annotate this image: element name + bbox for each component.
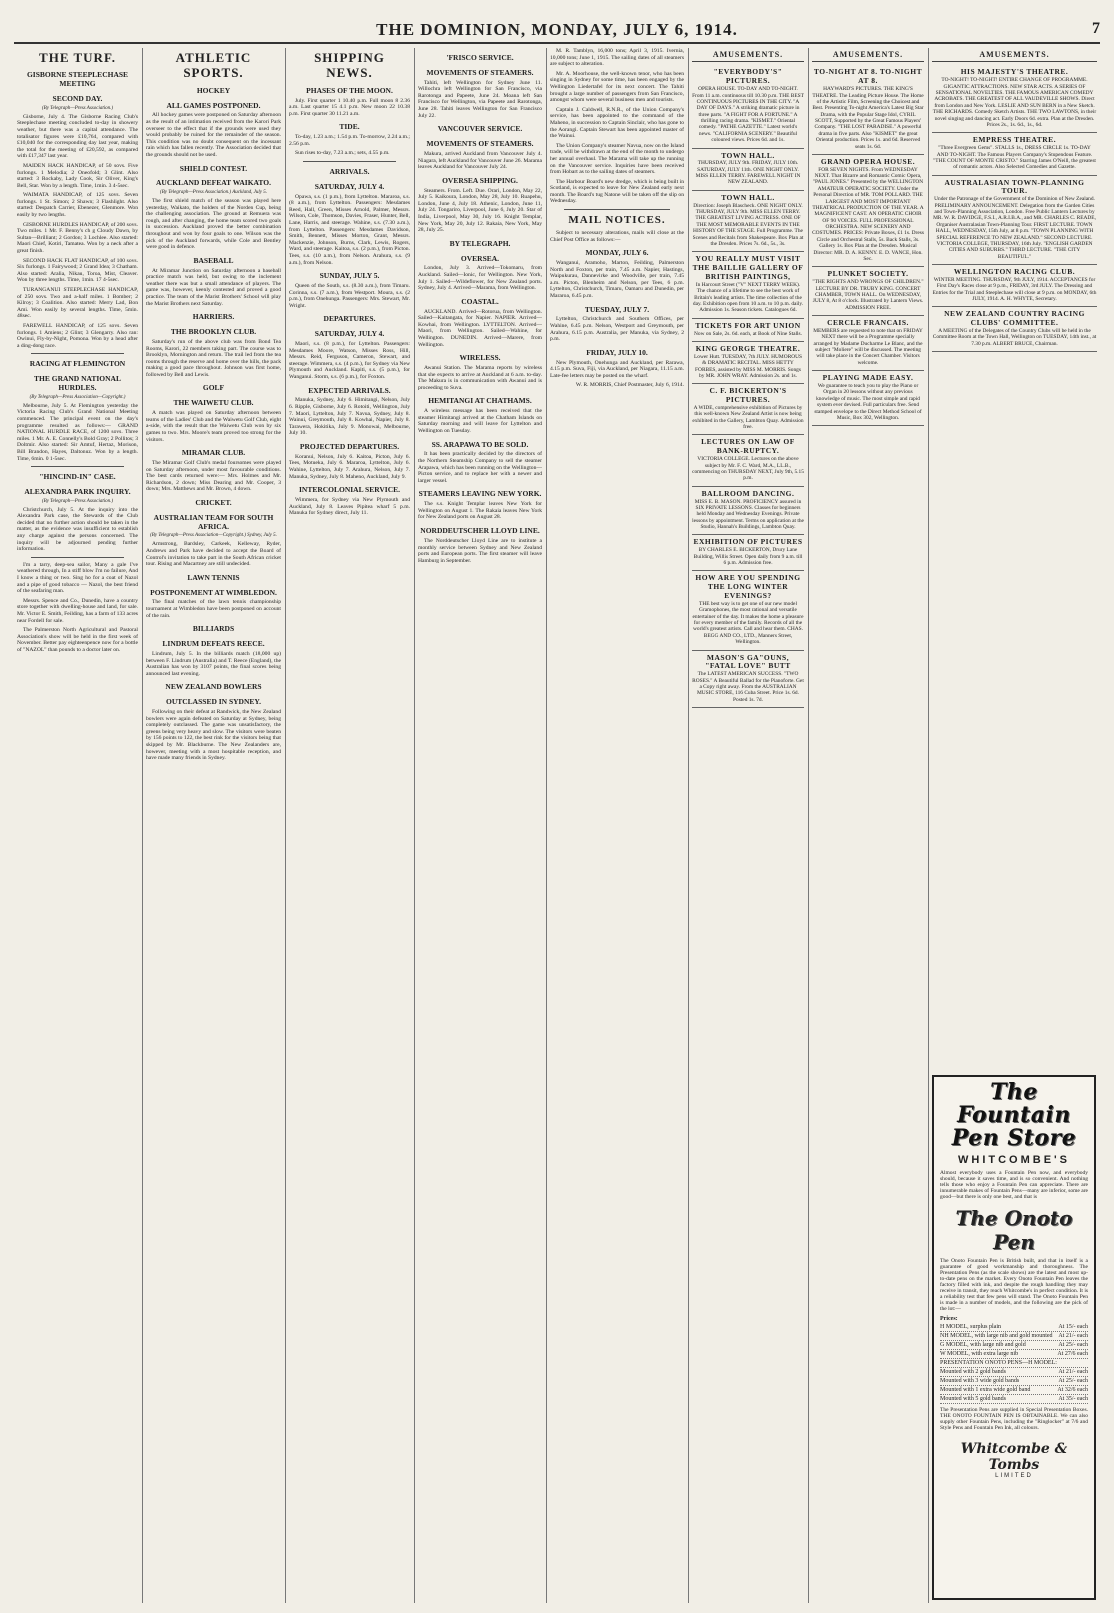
article-subheading: OVERSEA.	[460, 253, 500, 263]
masthead	[0, 20, 1114, 42]
article-subheading: THE WAIWETU CLUB.	[173, 398, 254, 408]
column-mail-services	[415, 48, 545, 1603]
article-paragraph: TURANGANUI STEEPLECHASE HANDICAP, of 250 sovs. Two and a-half miles. 1 Bomber; 2 Kilroy; 3 Coalition. Also started: Merry Lad, Bon Ami. Won easily by several lengths. Time, 5min. 48sec.	[17, 287, 138, 320]
article-heading: TIDE.	[339, 122, 360, 132]
article-paragraph: The Union Company's steamer Navua, now on the Island trade, will be withdrawn at the end of the month to undergo her annual overhaul. The Marama will take up the running on the Vancouver service. Inquiries have been received from Hobart as to the sailing dates of steamers.	[550, 142, 684, 176]
price-item: Mounted with 2 gold bands	[940, 1369, 1006, 1376]
divider	[31, 353, 124, 354]
advertisement	[692, 487, 804, 536]
price-row	[940, 1395, 1088, 1404]
fountain-pen-advertisement	[932, 1075, 1096, 1600]
dateline: (By Telegraph—Press Association—Copyright.)	[29, 394, 126, 400]
article-heading: DEPARTURES.	[323, 314, 376, 324]
article-subheading: SATURDAY, JULY 4.	[314, 181, 385, 191]
dateline: (By Telegraph—Press Association.)	[41, 105, 114, 111]
advertisement	[932, 307, 1097, 352]
column-athletic-sports	[143, 48, 284, 1603]
article-paragraph: Lindrum, July 5. In the billiards match (18,000 up) between F. Lindrum (Australia) and T. Reece (England), the Australian has won by 3107 points, the final scores being announced last evening.	[146, 650, 281, 677]
article-paragraph: Following on their defeat at Randwick, the New Zealand bowlers were again defeated on Saturday at Sydney, being completely outclassed. The game was unsatisfactory, the greens being very heavy and slow. The visitors were beaten by 156 points to 122, the best rink for the visitors being that skipped by Mr. Blackburne. The New Zealanders are, however, meeting with a most hospitable reception, and have made many friends in Sydney.	[146, 708, 281, 762]
ad-title: WELLINGTON RACING CLUB.	[953, 267, 1076, 277]
article-paragraph: Awanui Station. The Marama reports by wireless that she expects to arrive at Auckland at 6 a.m. to-day. The Makura is in communication with Awanui and is proceeding to Suva.	[418, 365, 542, 391]
column-amusements-1	[689, 48, 807, 1603]
article-heading: BY TELEGRAPH.	[449, 238, 511, 248]
store-signature: Whitcombe & Tombs	[960, 1441, 1068, 1474]
article-paragraph: FAREWELL HANDICAP, of 125 sovs. Seven furlongs. 1 Amiens; 2 Glint; 3 Glengarry. Also ran: Owinui, Fly-by-Night, Pomona. Won by a head after a ding-dong race.	[17, 322, 138, 349]
ad-body: Direction: Joseph Blascheck. ONE NIGHT ONLY. THURSDAY, JULY 9th. MISS ELLEN TERRY. THE GREATEST LIVING ACTRESS. ONE OF THE MOST MEMORABLE EVENTS IN THE HISTORY OF THE STAGE. Full Programme. The Scenes and Recitals from Shakespeare. Box Plan at the Dresden. Prices 7s. 6d., 5s., 3s.	[692, 202, 804, 247]
article-subheading: OUTCLASSED IN SYDNEY.	[166, 697, 261, 707]
ad-body: OPERA HOUSE. TO-DAY AND TO-NIGHT. From 11 a.m. continuous till 10.30 p.m. THE BEST CONTINUOUS PICTURES IN THE CITY. "A DAY OF DAYS." A striking dramatic picture in three parts. "A FIGHT FOR A FORTUNE." A thrilling racing drama. "KISMET." Oriental comedy. "PATHE GAZETTE." Latest world's news. "CALIFORNIA SCENERY." Beautiful coloured views. Prices 6d. and 1s.	[692, 86, 804, 144]
article-paragraph: The Norddeutscher Lloyd Line are to institute a monthly service between Sydney and New Zealand ports and European ports. The first steamer will leave Hamburg in September.	[418, 537, 542, 564]
ad-title: TOWN HALL.	[721, 150, 775, 160]
price-item: H MODEL, surplus plain	[940, 1324, 1001, 1331]
column-turf	[14, 48, 141, 1603]
store-name: WHITCOMBE'S	[958, 1154, 1070, 1167]
ad-body: TO-NIGHT! TO-NIGHT! ENTIRE CHANGE OF PROGRAMME. GIGANTIC ATTRACTIONS. NEW STAR ACTS. A SERIES OF SENSATIONAL NOVELTIES. THE FAMOUS AMERICAN COMEDY ACROBATS. THE GREATEST OF ALL VAUDEVILLE SHOWS. Direct from London and New York. LESLIE AND SUN BERN in a New Sketch. THE RICHARDS. Comedy Sketch Artists. THE TWO LAWTONS, in their novel singing and dancing act. Early Doors 6d. extra. Plan at the Dresden. Prices 2s., 1s. 6d., 1s., 6d.	[932, 77, 1097, 128]
price-row	[940, 1386, 1088, 1395]
ad-body: FOR SEVEN NIGHTS. From WEDNESDAY NEXT. That Bizarre and Romantic Comic Opera, "PAUL JONES." Presented by the WELLINGTON AMATEUR OPERATIC SOCIETY. Under the Personal Direction of MR. TOM POLLARD. THE LARGEST AND MOST IMPORTANT THEATRICAL PRODUCTION OF THE YEAR. A MAGNIFICENT CAST. AN OPERATIC CHOIR OF 90 VOICES. FULL PROFESSIONAL ORCHESTRA. NEW SCENERY AND COSTUMES. PRICES: Private Boxes, £1 1s. Dress Circle and Orchestral Stalls, 5s. Back Stalls, 3s. Gallery 1s. Box Plan at the Dresden. Musical Director: MR. D. A. KENNY. E. D. VANCE, Hon. Sec.	[812, 166, 924, 262]
article-paragraph: The Palmerston North Agricultural and Pastoral Association's show will be held in the first week of November. Better pay eighteenpence now for a bottle of "NAZOL" than pounds to a doctor later on.	[17, 627, 138, 653]
section-heading-athletic: ATHLETIC SPORTS.	[175, 50, 252, 81]
amusements-heading: AMUSEMENTS.	[812, 50, 924, 62]
ad-title: "EVERYBODY'S" PICTURES.	[713, 67, 783, 86]
column-shipping-news	[286, 48, 413, 1603]
column-notices	[547, 48, 687, 1603]
price-value: At 35/- each	[1058, 1396, 1088, 1403]
advert-paragraph: I'm a tarry, deep-sea sailor, Many a gale I've weathered through, In a stiff blow I'm no failure, And I know a thing or two. Sing ho for a coat of Nazol and a pipe of good tobacco — Nazol, the best friend of the seafaring man.	[17, 561, 138, 595]
advertisement	[692, 651, 804, 709]
ad-title: TICKETS FOR ART UNION	[695, 320, 801, 330]
ad-title: TOWN HALL.	[721, 192, 775, 202]
ad-body: MISS E. B. MASON. PROFICIENCY assured in SIX PRIVATE LESSONS. Classes for beginners held Monday and Wednesday Evenings. Private lessons by appointment. Terms on application at the Studio, Hannah's Buildings, Lambton Quay.	[692, 498, 804, 530]
ad-body: HAYWARD'S PICTURES. THE KING'S THEATRE. The Leading Picture House. The Home of the Artistic Film, Screening the Choicest and Best. Presenting To-night America's Latest Big Star Drama, with the Popular Stage Idol, CYRIL SCOTT, Supported by the Great Famous Players' Company. "THE LOST PARADISE." A powerful drama in five parts. Also "KISMET" the great Oriental production. Prices 1s. and 6d. Reserved seats 1s. 6d.	[812, 86, 924, 150]
article-paragraph: The first shield match of the season was played here yesterday, Waikato, the holders of the Norden Cup, being the challenging association. The ground at Remuera was rough, and after changing, the home team scored two goals in succession. Auckland proved the better combination throughout and won by four goals to one. Wilson was the pick of the Auckland forwards, while Cole and Bentley were good in defence.	[146, 198, 281, 251]
article-heading: BASEBALL	[193, 255, 234, 265]
signature: W. R. MORRIS, Chief Postmaster, July 6, 1914.	[575, 382, 684, 389]
product-name: The Onoto Pen	[955, 1206, 1073, 1255]
ad-title: NEW ZEALAND COUNTRY RACING CLUBS' COMMITTEE.	[944, 309, 1085, 328]
article-heading: VANCOUVER SERVICE.	[437, 124, 523, 134]
dateline: (By Telegraph—Press Association—Copyright.) Sydney, July 5.	[150, 533, 277, 539]
price-list-heading	[940, 1315, 1088, 1323]
article-heading: INTERCOLONIAL SERVICE.	[298, 485, 400, 495]
article-paragraph: Wanganui, Aramoho, Marton, Feilding, Palmerston North and Foxton, per train, 7.45 a.m. Napier, Hastings, Waipukurau, Dannevirke and Woodville, per train, 7.45 a.m. Picton, Blenheim and Nelson, per Tees, 6 p.m. Lyttelton, Christchurch, Timaru, Oamaru and Dunedin, per Mararoa, 6.45 p.m.	[550, 260, 684, 300]
article-heading: 'FRISCO SERVICE.	[446, 53, 514, 62]
price-value: At 27/6 each	[1057, 1351, 1088, 1358]
ad-title: CERCLE FRANCAIS.	[827, 318, 909, 328]
price-row	[940, 1341, 1088, 1350]
newspaper-title: THE DOMINION, MONDAY, JULY 6, 1914.	[376, 20, 738, 39]
price-list	[940, 1323, 1088, 1404]
ad-body: THE best way is to get one of our new model Gramophones, the most rational and versatile entertainer of the day. It makes the home a pleasure for every member of the family. Records of all the world's greatest artists. Call and hear them. CHAS. BEGG AND CO., LTD., Manners Street, Wellington.	[692, 600, 804, 646]
ad-body: "THE RIGHTS AND WRONGS OF CHILDREN." LECTURE BY DR. TRUBY KING. CONCERT CHAMBER, TOWN HALL. On WEDNESDAY, JULY 8, At 8 o'clock. Illustrated by Lantern Views. ADMISSION FREE.	[812, 279, 924, 311]
article-paragraph: AUCKLAND. Arrived—Rotorua, from Wellington. Sailed—Kaitangata, for Napier. NAPIER. Arrived—Kowhai, from Wellington. LYTTELTON. Arrived—Maori, from Wellington. Sailed—Wahine, for Wellington. DUNEDIN. Arrived—Marere, from Wellington.	[418, 308, 542, 348]
article-subheading: SATURDAY, JULY 4.	[314, 329, 385, 339]
ad-title: HIS MAJESTY'S THEATRE.	[960, 67, 1069, 77]
article-heading: WIRELESS.	[459, 353, 501, 363]
advertisement	[692, 571, 804, 650]
dateline: (By Telegraph—Press Association.)	[41, 498, 114, 504]
article-subheading: MOVEMENTS OF STEAMERS.	[426, 139, 534, 149]
price-row	[940, 1350, 1088, 1359]
ad-title: HOW ARE YOU SPENDING THE LONG WINTER EVENINGS?	[695, 573, 801, 601]
article-paragraph: Messrs. Spence and Co., Dunedin, have a country store together with dwelling-house and land, for sale. Mr. Victor E. Smith, Feilding, has a farm of 133 acres near Fordell for sale.	[17, 597, 138, 624]
article-subheading: LINDRUM DEFEATS REECE.	[162, 639, 265, 649]
article-paragraph: July. First quarter 1 10.40 p.m. Full moon 8 2.36 a.m. Last quarter 15 4.1 p.m. New moon 22 10.38 p.m. First quarter 30 11.21 a.m.	[289, 97, 410, 117]
price-value: At 25/- each	[1058, 1342, 1088, 1349]
store-suffix: LIMITED	[995, 1473, 1033, 1480]
article-paragraph: At Miramar Junction on Saturday afternoon a baseball practice match was held, but owing to the inclement weather there was but a small attendance of players. The game was, however, keenly contested and proved a good practice. The team of the Marist Brothers' School will play the Marist Brothers next Saturday.	[146, 267, 281, 307]
ad-body: A WIDE, comprehensive exhibition of Pictures by this well-known New Zealand Artist is now being exhibited in the Gallery, Lambton Quay. Admission free.	[692, 404, 804, 431]
ad-headline: Pen Store	[951, 1125, 1077, 1152]
article-paragraph: The final matches of the lawn tennis championship tournament at Wimbledon have been postponed on account of the rain.	[146, 599, 281, 619]
article-heading: PHASES OF THE MOON.	[306, 85, 393, 95]
ad-title: TO-NIGHT AT 8. TO-NIGHT AT 8.	[813, 67, 923, 86]
advertisement	[692, 342, 804, 384]
ad-body: "Three Evergreen Gems". STALLS 1s., DRESS CIRCLE 1s. TO-DAY AND TO-NIGHT. The Famous Players Company's Stupendous Feature. "THE COUNT OF MONTE CRISTO." Starring James O'Neill, the greatest of romantic actors. Also Selected Comedies and Gazette.	[933, 145, 1096, 171]
section-heading-turf: THE TURF.	[39, 50, 116, 65]
ad-title: PLUNKET SOCIETY.	[827, 269, 909, 279]
ad-paragraph: The Presentation Pens are supplied in Special Presentation Boxes. THE ONOTO FOUNTAIN PEN IS OBTAINABLE. We can also supply other Fountain Pens, including the "Ringlocker" at 7/6 and Style Pens and Fountain Pen Ink, all colours.	[940, 1407, 1088, 1432]
article-subheading: ALL GAMES POSTPONED.	[166, 100, 261, 110]
ad-title: MASON'S GA"OUNS, "FATAL LOVE" BUTT	[705, 652, 791, 671]
ad-body: Lower Hutt. TUESDAY, 7th JULY. HUMOROUS & DRAMATIC RECITAL. MISS HETTY FORBES, assisted by MISS M. MORRIS. Songs by MR. JOHN WRAY. Admission 2s. and 1s.	[694, 353, 802, 379]
article-paragraph: Tahiti, left Wellington for Sydney June 11. Willochra left Wellington for San Francisco, via Rarotonga and Papeete, June 24. Moana left San Francisco for Wellington, via Papeete and Rarotonga, June 28. Tahiti leaves Wellington for San Francisco July 22.	[418, 79, 542, 119]
price-item: NH MODEL, with large nib and gold mounted	[940, 1333, 1053, 1340]
article-paragraph: Steamers. From. Left. Due. Orari, London, May 22, July 5. Kaikoura, London, May 28, July 10. Ruapehu, London, June 4, July 18. Athenic, London, June 11, July 24. Tongariro, Liverpool, June 6, July 20. Star of India, Liverpool, May 30, July 16. Knight Templar, New York, May 20, July 12. Rakaia, New York, May 28, July 25.	[418, 187, 542, 234]
price-value: At 21/- each	[1058, 1369, 1088, 1376]
page-number: 7	[1092, 20, 1100, 37]
article-paragraph: London, July 3. Arrived—Tokomaru, from Auckland. Sailed—Ionic, for Wellington. New York, July 1. Sailed—Wildeflower, for New Zealand ports. Sydney, July 4. Arrived—Marama, from Wellington.	[418, 265, 542, 292]
article-paragraph: Sun rises to-day, 7.23 a.m.; sets, 4.55 p.m.	[295, 150, 390, 157]
advertisement	[692, 384, 804, 435]
article-subheading: MONDAY, JULY 6.	[585, 248, 649, 258]
article-paragraph: Maori, s.s. (8 p.m.), for Lyttelton. Passengers: Mesdames Moore, Watson, Misses Ross, Hill, Messrs. Reid, Ferguson, Cameron, Stewart, and steerage. Wimmera, s.s. (4 p.m.), for Sydney via New Plymouth and Auckland. Kapiti, s.s. (5 p.m.), for Wanganui. Storm, s.s. (6 p.m.), for Foxton.	[289, 341, 410, 380]
ad-title: PLAYING MADE EASY.	[822, 373, 914, 383]
advertisement	[812, 267, 924, 316]
article-heading: SHIELD CONTEST.	[179, 163, 248, 173]
article-subheading: FRIDAY, JULY 10.	[586, 347, 648, 357]
price-row	[940, 1323, 1088, 1332]
ad-paragraph: The Onoto Fountain Pen is British built, and that in itself is a guarantee of good workmanship and thoroughness. The Presentation Pens (as the scale shows) are the latest and most up-to-date pens on the market. Every Onoto Fountain Pen leaves the factory filled with ink, and despite the rough handling they may receive in transit, they reach Whitcombe's in perfect condition. It is a reliability test that few pens will stand. The Onoto Fountain Pen is made in a number of models, and the following are the pick of the lot:—	[940, 1258, 1088, 1313]
article-paragraph: Makura, arrived Auckland from Vancouver July 4. Niagara, left Auckland for Vancouver June 26. Marama leaves Auckland for Vancouver July 24.	[418, 150, 543, 171]
price-row	[940, 1332, 1088, 1341]
ad-title: C. F. BICKERTON'S PICTURES.	[709, 386, 787, 405]
article-paragraph: The s.s. Knight Templar leaves New York for Wellington on August 1. The Rakaia leaves New York for New Zealand ports on August 28.	[418, 501, 542, 521]
advertisement	[692, 252, 804, 318]
price-list-title: Prices:	[940, 1316, 958, 1323]
advertisement	[812, 65, 924, 154]
article-subheading: TUESDAY, JULY 7.	[584, 304, 650, 314]
article-paragraph: New Plymouth, Onehunga and Auckland, per Rarawa, 4.15 p.m. Suva, Fiji, via Auckland, per Niagara, 11.15 a.m. Late-fee letters may be posted on the wharf.	[550, 359, 684, 379]
advertisement	[692, 149, 804, 191]
article-heading: HEMITANGI AT CHATHAMS.	[428, 396, 532, 406]
article-heading: "HINCIND-IN" CASE.	[39, 472, 116, 482]
price-row	[940, 1359, 1088, 1368]
article-subheading: THE BROOKLYN CLUB.	[170, 327, 257, 337]
column-amusements-3	[929, 48, 1100, 1068]
ad-title: YOU REALLY MUST VISIT THE BAILLIE GALLERY OF BRITISH PAINTINGS,	[692, 254, 804, 281]
article-heading: SS. ARAPAWA TO BE SOLD.	[431, 439, 529, 449]
ad-title: LECTURES ON LAW OF BANK-RUPTCY.	[701, 437, 795, 456]
advertisement	[812, 371, 924, 426]
article-heading: HARRIERS.	[192, 312, 235, 322]
amusements-heading: AMUSEMENTS.	[692, 50, 804, 62]
advertisement	[932, 265, 1097, 307]
masthead-rule	[14, 42, 1100, 44]
article-paragraph: Christchurch, July 5. At the inquiry into the Alexandra Park case, the Stewards of the Club decided that no further action should be taken in the matter, as the evidence was insufficient to establish any charge against the persons concerned. The inquiry will be adjourned pending further information.	[17, 506, 138, 553]
section-heading-shipping: SHIPPING NEWS.	[314, 50, 385, 81]
article-paragraph: Mr. A. Moorhouse, the well-known tenor, who has been singing in Sydney for some time, has been engaged by the Wellington Liedertafel for its next concert. The Tahiti brought a large number of passengers from San Francisco, amongst whom were several business men and tourists.	[550, 70, 684, 104]
price-item: G MODEL, with large nib and gold	[940, 1342, 1026, 1349]
article-heading: LAWN TENNIS	[187, 572, 240, 582]
article-heading: CRICKET.	[195, 497, 232, 507]
ad-body: WINTER MEETING. THURSDAY, 9th JULY, 1914. ACCEPTANCES for First Day's Races close at 9 p.m., FRIDAY, 3rd JULY. The Dressing and Entries for the Trial and Steeplechase will close at 9 p.m. on MONDAY, 6th JULY, 1914. A. H. WHYTE, Secretary.	[932, 276, 1097, 303]
article-paragraph: Melbourne, July 5. At Flemington yesterday the Victoria Racing Club's Grand National Meeting commenced. The principal event on the day's programme resulted as follows:— GRAND NATIONAL HURDLE RACE, of 1200 sovs. Three miles. 1 Mr. A. E. Connelly's Bold Gray; 2 Pollitos; 3 Doltmir. Also started: Sir Amtuf, Hertaz, Morison, Bill Brandon, Hayes, Daltonuz. Won by a length. Time, 6min. 0 1-5sec.	[17, 402, 138, 462]
ad-body: In Harcourt Street ("V" NEXT TERRY WEEK). The chance of a lifetime to see the best work of Britain's leading artists. The time collection of the day. Exhibition open from 10 a.m. to 10 p.m. daily. Admission 1s. Season tickets. Catalogues 6d.	[692, 281, 804, 314]
ad-paragraph: Almost everybody uses a Fountain Pen now, and everybody should, because it saves time, and is so convenient. And nothing tells those who enjoy a Fountain Pen can appreciate. There are innumerable makes of Fountain Pens—many are inferior, some are good—but there is only one best, and that is	[940, 1170, 1088, 1201]
article-heading: PROJECTED DEPARTURES.	[299, 442, 400, 451]
divider	[303, 161, 396, 162]
advertisement	[932, 133, 1097, 175]
price-item: Mounted with 3 wide gold bands	[940, 1378, 1020, 1385]
divider	[31, 557, 124, 558]
article-heading: NEW ZEALAND BOWLERS	[165, 682, 262, 692]
advertisement	[812, 316, 924, 371]
price-value: At 25/- each	[1058, 1378, 1088, 1385]
advertisement	[932, 176, 1097, 265]
ad-body: A MEETING of the Delegates of the Country Clubs will be held in the Committee Room at the Town Hall, Wellington on TUESDAY, 14th inst., at 7.30 p.m. ALBERT BRUCE, Chairman.	[932, 328, 1097, 347]
article-heading: NORDDEUTSCHER LLOYD LINE.	[420, 526, 540, 536]
article-paragraph: Manuka, Sydney, July 6. Himitangi, Nelson, July 6. Ripple, Gisborne, July 6. Rotoiti, Wellington, July 7. Maori, Lyttelton, July 7. Navua, Sydney, July 8. Wainui, Greymouth, July 8. Kowhai, Napier, July 8. Tarawera, Hokitika, July 9. Monowai, Melbourne, July 10.	[289, 397, 410, 437]
article-heading: RACING AT FLEMINGTON	[29, 359, 126, 369]
ad-body: THURSDAY, JULY 9th. FRIDAY, JULY 10th. SATURDAY, JULY 11th. ONE NIGHT ONLY. MISS ELLEN TERRY. FAREWELL NIGHT IN NEW ZEALAND.	[695, 160, 801, 186]
article-paragraph: M. R. Tamblyn, 16,000 tons; April 3, 1915. Ivernia, 10,000 tons; June 1, 1915. The sailing dates of all steamers are subject to alteration.	[550, 48, 684, 68]
article-paragraph: GISBORNE HURDLES HANDICAP, of 200 sovs. Two miles. 1 Mr. F. Benny's ch g Cloudy Dawn, by Sultan—Brilliant; 2 Gordon; 3 Lochlee. Also started: Maori Chief, Kotiri, Tamatea. Won by a neck after a great finish.	[17, 221, 138, 255]
article-heading: HOCKEY	[196, 85, 231, 95]
article-subheading: SECOND DAY.	[52, 94, 103, 104]
article-paragraph: Queen of the South, s.s. (8.30 a.m.), from Timaru. Corinna, s.s. (7 a.m.), from Westport. Moura, s.s. (2 p.m.), from Onehunga. Passengers: Mrs. Stewart, Mr. Wright.	[289, 282, 410, 309]
article-paragraph: All hockey games were postponed on Saturday afternoon as the result of an intimation received from the Karori Park overseer to the effect that if the grounds were used they would probably be ruined for the remainder of the season. This condition was no doubt consequent on the incessant rain which has fallen recently. The Association decided that the grounds should not be used.	[146, 112, 281, 158]
ad-title: EMPRESS THEATRE.	[972, 135, 1057, 145]
ad-body: MEMBERS are requested to note that on FRIDAY NEXT there will be a Programme specially arranged by Madame Ducharme Le Blanc, and the subject "Moliere" will be discussed. The meeting will take place in the Concert Chamber. Visitors welcome.	[813, 327, 923, 366]
article-paragraph: To-day, 1.23 a.m.; 1.54 p.m. To-morrow, 2.24 a.m.; 2.56 p.m.	[289, 134, 410, 147]
article-heading: STEAMERS LEAVING NEW YORK.	[418, 489, 542, 499]
article-subheading: THE GRAND NATIONAL HURDLES.	[34, 374, 121, 393]
dateline: (By Telegraph—Press Association.) Auckland, July 5.	[160, 190, 267, 196]
advertisement	[692, 319, 804, 342]
ad-body: Under the Patronage of the Government of the Dominion of New Zealand. PRELIMINARY ANNOUNCEMENT. Delegation from the Garden Cities and Town-Planning Association, London. Free Public Lantern Lectures by MR. W. R. DAVIDGE, F.S.I., A.R.I.B.A., and MR. CHARLES C. READE, Organiser Australasian Town-Planning Tour. FIRST LECTURE. TOWN HALL, WEDNESDAY, 15th July, at 8 p.m. "TOWN PLANNING WITH SPECIAL REFERENCE TO NEW ZEALAND." SECOND LECTURE. VICTORIA COLLEGE, THURSDAY, 16th July. "ENGLISH GARDEN CITIES AND SUBURBS." THIRD LECTURE. "THE CITY BEAUTIFUL."	[933, 196, 1096, 260]
article-heading: GISBORNE STEEPLECHASE MEETING	[26, 70, 129, 89]
section-heading-mail-notices: MAIL NOTICES.	[568, 214, 666, 227]
price-value: At 21/- each	[1058, 1333, 1088, 1340]
ad-body: BY CHARLES E. BICKERTON, Drury Lane Building, Willis Street. Open daily from 9 a.m. till 6 p.m. Admission free.	[693, 547, 803, 566]
ad-body: We guarantee to teach you to play the Piano or Organ in 20 lessons without any previous knowledge of music. The most simple and rapid system ever devised. Full particulars free. Send stamped envelope to the Direct Method School of Music, Box 302, Wellington.	[814, 383, 922, 421]
ad-body: The LATEST AMERICAN SUCCESS. "TWO ROSES." A Beautiful Ballad for the Pianoforte. Get a Copy right away. From the AUSTRALIAN MUSIC STORE, 116 Cuba Street. Price 1s. 6d. Posted 1s. 7d.	[692, 671, 804, 703]
article-paragraph: Opawa, s.s. (1 p.m.), from Lyttelton. Mararoa, s.s. (8 a.m.), from Lyttelton. Passengers: Mesdames Reed, Hall, Green, Misses Arnold, Palmer, Messrs. Wilson, Cole, Thomson, Davies, Fraser, Hunter, Bell, Lane, Harris, and steerage. Wahine, s.s. (7.30 a.m.), from Lyttelton. Passengers: Mesdames Davidson, Smith, Bennett, Misses Morton, Grant, Messrs. Mackenzie, Johnson, Burns, Clark, Lewis, Rogers, Ward, and steerage. Kaitoa, s.s. (2 p.m.), from Picton. Tees, s.s. (10 a.m.), from Nelson. Arahura, s.s. (9 a.m.), from Nelson.	[289, 193, 410, 266]
ad-body: VICTORIA COLLEGE. Lectures on the above subject by Mr. F. C. Ward, M.A., LL.B., commencing on THURSDAY NEXT, July 9th, 5.15 p.m.	[692, 456, 804, 482]
article-subheading: AUCKLAND DEFEAT WAIKATO.	[156, 178, 271, 188]
article-paragraph: The Harbour Board's new dredge, which is being built in Scotland, is expected to leave for New Zealand early next month. The Board's tug Natone will be taken off the slip on Wednesday.	[550, 178, 684, 205]
article-heading: ARRIVALS.	[329, 166, 370, 176]
ad-headline: The Fountain	[957, 1079, 1071, 1129]
advertisement	[692, 435, 804, 486]
ad-title: EXHIBITION OF PICTURES	[693, 537, 803, 547]
article-paragraph: A match was played on Saturday afternoon between teams of the Ladies' Club and the Waiwetu Golf Club, eight a-side, with the result that the Waiwetu Club won by six games to two. Mrs. Moore's team proved too strong for the visitors.	[146, 410, 281, 443]
article-paragraph: SECOND HACK FLAT HANDICAP, of 100 sovs. Six furlongs. 1 Fairywood; 2 Grand Idea; 3 Chatham. Also started: Aralia, Nikau, Toroa, Mist, Cleaver. Won by three lengths. Time, 1min. 17 4-5sec.	[17, 257, 138, 284]
article-heading: EXPECTED ARRIVALS.	[308, 385, 391, 395]
ad-title: KING GEORGE THEATRE.	[695, 343, 801, 353]
price-item: W MODEL, with extra large nib	[940, 1351, 1019, 1358]
article-heading: OVERSEA SHIPPING.	[442, 175, 518, 185]
price-value: At 32/6 each	[1057, 1387, 1088, 1394]
advertisement	[812, 155, 924, 267]
amusements-heading: AMUSEMENTS.	[932, 50, 1097, 62]
advertisement	[692, 535, 804, 571]
article-paragraph: Gisborne, July 4. The Gisborne Racing Club's Steeplechase meeting concluded to-day in showery weather, but there was a capital attendance. The totalisator figures were £10,764, compared with £10,040 for the corresponding day last year, making the total for the meeting of £20,592, as compared with £17,347 last year.	[17, 113, 138, 160]
article-subheading: MIRAMAR CLUB.	[181, 448, 246, 458]
article-subheading: SUNDAY, JULY 5.	[319, 271, 380, 281]
article-paragraph: The Miramar Golf Club's medal foursomes were played on Saturday afternoon, under most favourable conditions. The best cards returned were:— Mrs. Holmes and Mr. Richardson, 2 down; Miss Dearing and Mr. Cooper, 3 down; Mrs. Matthews and Mr. Brown, 4 down.	[146, 459, 281, 493]
article-subheading: AUSTRALIAN TEAM FOR SOUTH AFRICA.	[153, 512, 274, 531]
ad-title: GRAND OPERA HOUSE.	[820, 156, 916, 166]
price-row	[940, 1377, 1088, 1386]
price-row	[940, 1368, 1088, 1377]
article-heading: COASTAL.	[461, 296, 499, 306]
article-paragraph: Armstrong, Bardsley, Carkeek, Kelleway, Ryder, Andrews and Park have decided to accept the Board of Control's invitation to take part in the South African cricket tour. Rising and Macartney are still undecided.	[146, 541, 281, 568]
advertisement	[692, 65, 804, 148]
ad-body: Now on Sale, 2s. 6d. each, at Book of Nine Stalls.	[694, 330, 802, 337]
article-subheading: ALEXANDRA PARK INQUIRY.	[24, 486, 131, 496]
column-amusements-2	[809, 48, 927, 1603]
article-paragraph: Saturday's run of the above club was from Bond Tea Rooms, Karori, 22 members taking part. The course was to Brooklyn, Mornington and return. The trail led from the tea rooms through the reserve and home over the hills, the pack making a good pace throughout. Johnson was first home, followed by Bell and Lewis.	[146, 338, 281, 378]
article-paragraph: Wimmera, for Sydney via New Plymouth and Auckland, July 8. Leaves Pipitea wharf 5 p.m. Manuka for Sydney direct, July 11.	[289, 497, 410, 517]
article-heading: GOLF	[202, 383, 225, 393]
article-subheading: MOVEMENTS OF STEAMERS.	[426, 67, 534, 77]
article-paragraph: A wireless message has been received that the steamer Himitangi arrived at the Chatham Islands on Saturday morning and will leave for Lyttelton and Wellington on Tuesday.	[418, 408, 542, 435]
article-paragraph: Captain J. Caldwell, R.N.R., of the Union Company's service, has been appointed to the command of the Maheno, in succession to Captain Sinclair, who has gone to the Aorangi. Captain Stewart has been appointed master of the Wainui.	[550, 106, 684, 140]
price-item: Mounted with 1 extra wide gold band	[940, 1387, 1031, 1394]
article-subheading: POSTPONEMENT AT WIMBLEDON.	[150, 587, 277, 597]
divider	[564, 209, 670, 210]
price-item: Mounted with 5 gold bands	[940, 1396, 1006, 1403]
price-item: PRESENTATION ONOTO PENS—H MODEL:	[940, 1360, 1057, 1367]
article-paragraph: Lyttelton, Christchurch and Southern Offices, per Wahine, 6.45 p.m. Nelson, Westport and Greymouth, per Arahura, 6.15 p.m. Australia, per Manuka, via Sydney, 2 p.m.	[550, 316, 684, 343]
article-paragraph: Koranui, Nelson, July 6. Kaitoa, Picton, July 6. Tees, Motueka, July 6. Mararoa, Lyttelton, July 6. Wahine, Lyttelton, July 7. Arahura, Nelson, July 7. Manuka, Sydney, July 8. Maheno, Auckland, July 9.	[289, 453, 410, 480]
article-paragraph: It has been practically decided by the directors of the Northern Steamship Company to sell the steamer Arapawa, which has been running on the Wellington—Picton service, and to replace her with a newer and larger vessel.	[418, 451, 542, 484]
ad-title: BALLROOM DANCING.	[701, 488, 795, 498]
article-heading: BILLIARDS	[192, 624, 235, 634]
article-paragraph: MAIDEN HACK HANDICAP, of 50 sovs. Five furlongs. 1 Melodia; 2 Oneofold; 3 Glint. Also started: 3 Rockaby, Lady Cook, Sir Oliver, King's Bell, Star. Won by a length. Time, 1min. 3 4-5sec.	[17, 162, 138, 189]
price-value: At 15/- each	[1058, 1324, 1088, 1331]
ad-title: AUSTRALASIAN TOWN-PLANNING TOUR.	[944, 177, 1085, 196]
advertisement	[692, 191, 804, 252]
article-paragraph: WAIMATA HANDICAP, of 125 sovs. Seven furlongs. 1 St. Simon; 2 Shawn; 3 Flashlight. Also started: Despatch Carrier, Ebenezer, Glenmore. Won easily by two lengths.	[17, 192, 138, 219]
advertisement	[932, 65, 1097, 133]
article-paragraph: Subject to necessary alterations, mails will close at the Chief Post Office as follows:—	[550, 230, 684, 243]
divider	[31, 466, 124, 467]
